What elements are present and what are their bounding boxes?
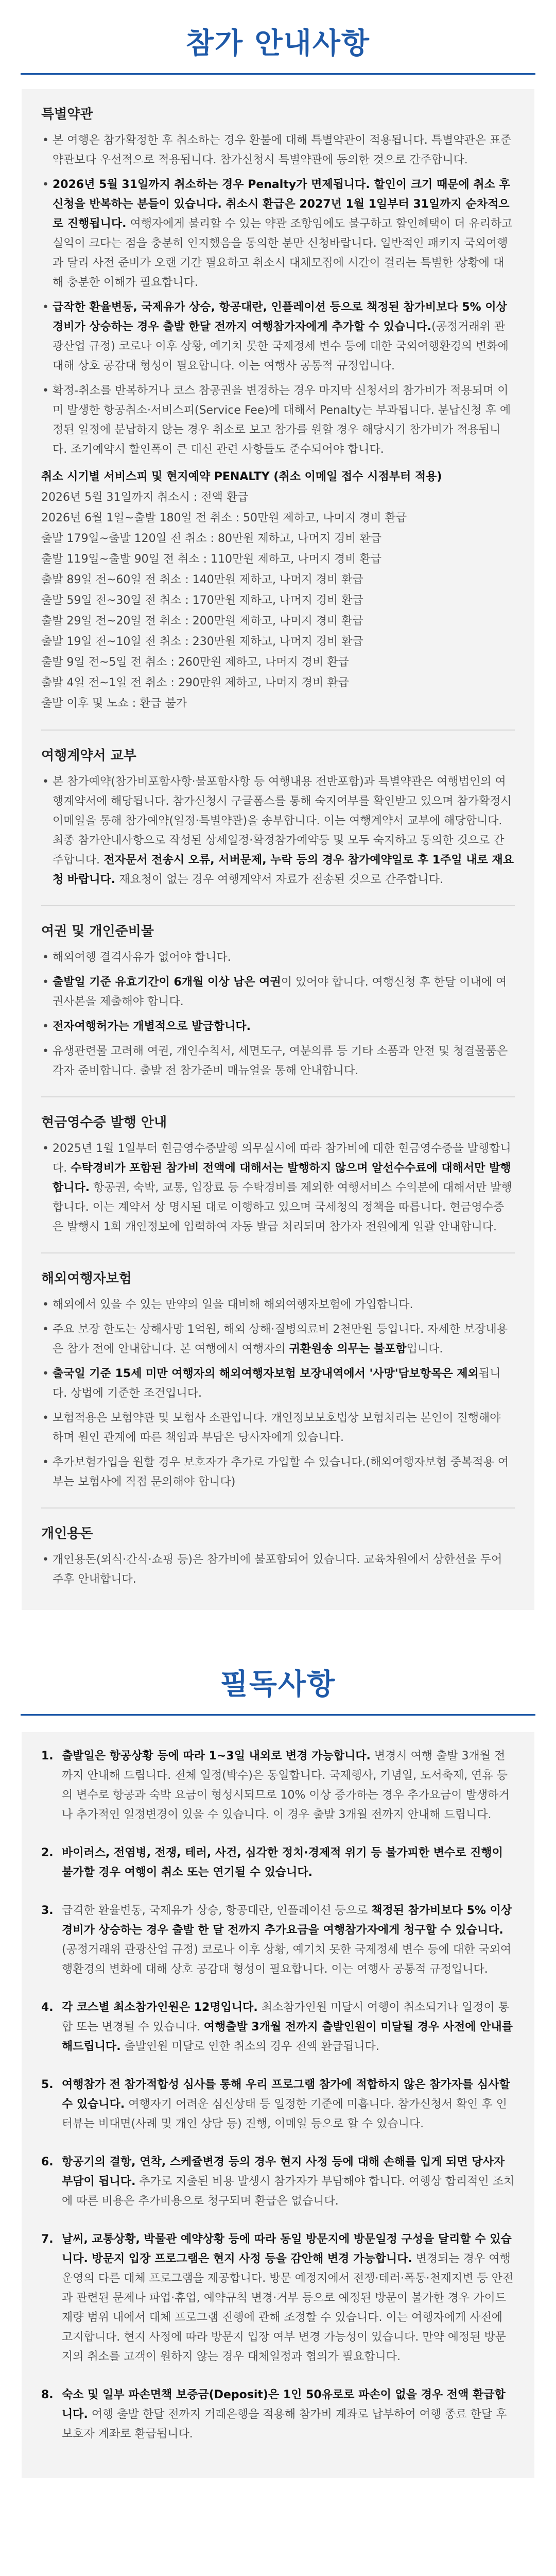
list-item xyxy=(41,1409,515,1448)
item-number: 4. xyxy=(41,2001,54,2014)
penalty-row: 2026년 6월 1일~출발 180일 전 취소 : 50만원 제하고, 나머지 경비 환급 xyxy=(41,512,407,524)
must-read-divider xyxy=(21,1714,535,1716)
list-item xyxy=(41,1295,515,1315)
list-item xyxy=(41,973,515,1012)
special-terms-heading: 특별약관 xyxy=(41,107,93,122)
list-item xyxy=(41,131,515,170)
body-text: 확정-취소를 반복하거나 코스 참공권을 변경하는 경우 마지막 신청서의 참가비가 적용되며 이미 발생한 항공취소·서비스피(Service Fee)에 대해서 Penalty는 부과됩니다. 분납신청 후 예정된 일정에 분납하지 않는 경우 취소로 보고 참가를 원할 경우 해당시기 참가비가 적용됩니다. 조기예약시 할인폭이 큰 대신 관련 사항들도 준수되어야 합니다. xyxy=(53,384,511,456)
body-text: 이 있어야 합니다. 여행신청 후 한달 이내에 여권사본을 제출해야 합니다. xyxy=(53,976,507,1008)
body-text: 됩니다. 상법에 기준한 조건입니다. xyxy=(53,1367,501,1400)
penalty-table xyxy=(41,467,515,714)
must-read-item xyxy=(41,2075,515,2134)
bold-text: 각 코스별 최소참가인원은 12명입니다. xyxy=(62,2001,258,2014)
must-read-item xyxy=(41,1998,515,2057)
penalty-row: 출발 이후 및 노쇼 : 환급 불가 xyxy=(41,697,187,710)
item-number: 3. xyxy=(41,1904,54,1917)
allowance-section xyxy=(41,1523,515,1589)
penalty-row: 출발 29일 전~20일 전 취소 : 200만원 제하고, 나머지 경비 환급 xyxy=(41,615,363,628)
bold-text: 책정된 참가비보다 5% 이상 경비가 상승하는 경우 출발 한 달 전까지 추가요금을 여행참가자에게 청구할 수 있습니다. xyxy=(62,1904,512,1937)
title-area xyxy=(0,0,556,62)
bold-text: 날씨, 교통상황, 박물관 예약상황 등에 따라 동일 방문지에 방문일정 구성을 달리할 수 있습니다. 방문지 입장 프로그램은 현지 사정 등을 감안해 변경 가능합니다. xyxy=(62,2233,512,2265)
body-text: 본 참가예약(참가비포함사항·불포함사항 등 여행내용 전반포함)과 특별약관은 여행법인의 여행계약서에 해당됩니다. 참가신청시 구글폼스를 통해 숙지여부를 확인받고 있으며 참가확정시 이메일을 통해 참가예약(일정·특별약관)을 송부합니다. 이는 여행계약서 교부에 해당합니다. 최종 참가안내사항으로 작성된 상세일정·확정참가예약등 및 모두 숙지하고 동의한 것으로 간주합니다. xyxy=(53,775,512,867)
bold-text: 2026년 5월 31일까지 취소하는 경우 Penalty가 면제됩니다. 할인이 크기 때문에 취소 후 신청을 반복하는 분들이 있습니다. 취소시 환급은 2027년 1월 1일부터 31일까지 순차적으로 진행됩니다. xyxy=(53,178,510,230)
bold-text: 출발일 기준 유효기간이 6개월 이상 남은 여권 xyxy=(53,976,281,989)
receipt-section xyxy=(41,1112,515,1237)
body-text: 여행 출발 한달 전까지 거래은행을 적용해 참가비 계좌로 납부하여 여행 종료 한달 후 보호자 계좌로 환급됩니다. xyxy=(62,2408,507,2441)
list-item xyxy=(41,175,515,293)
body-text: 재요청이 없는 경우 여행계약서 자료가 전송된 것으로 간주합니다. xyxy=(115,873,444,886)
must-read-item xyxy=(41,1843,515,1883)
penalty-heading: 취소 시기별 서비스피 및 현지예약 PENALTY (취소 이메일 접수 시점부터 적용) xyxy=(41,470,442,483)
list-item xyxy=(41,1139,515,1237)
body-text: 최소참가인원 미달시 여행이 취소되거나 일정이 통합 또는 변경될 수 있습니다. xyxy=(62,2001,509,2033)
body-text: 2025년 1월 1일부터 현금영수증발행 의무실시에 따라 참가비에 대한 현금영수증을 발행합니다. xyxy=(53,1142,511,1175)
must-read-item xyxy=(41,1901,515,1979)
body-text: 여행자기 어려운 심신상태 등 일정한 기준에 미흡니다. 참가신청서 확인 후 인터뷰는 비대면(사례 및 개인 상담 등) 진행, 이메일 등으로 할 수 있습니다. xyxy=(62,2098,508,2130)
list-item xyxy=(41,1364,515,1403)
penalty-row: 출발 4일 전~1일 전 취소 : 290만원 제하고, 나머지 경비 환급 xyxy=(41,676,349,689)
receipt-list xyxy=(41,1139,515,1237)
receipt-heading: 현금영수증 발행 안내 xyxy=(41,1115,167,1130)
special-terms-list xyxy=(41,131,515,460)
penalty-row: 출발 179일~출발 120일 전 취소 : 80만원 제하고, 나머지 경비 환급 xyxy=(41,532,382,545)
body-text: 출발인원 미달로 인한 취소의 경우 전액 환급됩니다. xyxy=(120,2040,379,2053)
item-number: 6. xyxy=(41,2156,54,2168)
must-read-item xyxy=(41,1747,515,1825)
contract-list xyxy=(41,772,515,890)
item-number: 8. xyxy=(41,2388,54,2401)
body-text: 개인용돈(외식·간식·쇼핑 등)은 참가비에 불포함되어 있습니다. 교육차원에서 상한선을 두어 주후 안내합니다. xyxy=(53,1553,502,1586)
must-read-item xyxy=(41,2230,515,2367)
body-text: 유생관련물 고려해 여권, 개인수칙서, 세면도구, 여분의류 등 기타 소품과 안전 및 청결물품은 각자 준비합니다. 출발 전 참가준비 매뉴얼을 통해 안내합니다. xyxy=(53,1045,508,1077)
item-number: 1. xyxy=(41,1750,54,1762)
body-text: 여행자에게 불리할 수 있는 약관 조항임에도 불구하고 할인혜택이 더 유리하고 실익이 크다는 점을 충분히 인지했음을 동의한 분만 신청바랍니다. 일반적인 패키지 국외여행과 달리 사전 준비가 오랜 기간 필요하고 취소시 대체모집에 시간이 걸리는 특별한 상황에 대해 충분한 이해가 필요합니다. xyxy=(53,217,513,289)
must-read-box xyxy=(22,1732,534,2478)
section-divider xyxy=(41,1507,515,1509)
must-read-title-area xyxy=(0,1610,556,1703)
body-text: 보험적용은 보험약관 및 보험사 소관입니다. 개인정보보호법상 보험처리는 본인이 진행해야 하며 원인 관계에 따른 책임과 부담은 당사자에게 있습니다. xyxy=(53,1412,501,1444)
section-divider xyxy=(41,1096,515,1097)
contract-section xyxy=(41,745,515,890)
penalty-row: 출발 89일 전~60일 전 취소 : 140만원 제하고, 나머지 경비 환급 xyxy=(41,573,363,586)
penalty-row: 출발 119일~출발 90일 전 취소 : 110만원 제하고, 나머지 경비 환급 xyxy=(41,553,382,566)
penalty-row: 출발 9일 전~5일 전 취소 : 260만원 제하고, 나머지 경비 환급 xyxy=(41,656,349,669)
body-text: 해외여행 결격사유가 없어야 합니다. xyxy=(53,951,231,964)
body-text: 해외에서 있을 수 있는 만약의 일을 대비해 해외여행자보험에 가입합니다. xyxy=(53,1298,413,1311)
insurance-list xyxy=(41,1295,515,1492)
must-read-item xyxy=(41,2153,515,2211)
list-item xyxy=(41,381,515,460)
list-item xyxy=(41,1453,515,1492)
must-read-title: 필독사항 xyxy=(220,1668,336,1701)
list-item xyxy=(41,948,515,968)
bold-text: 여행참가 전 참가적합성 심사를 통해 우리 프로그램 참가에 적합하지 않은 참가자를 심사할 수 있습니다. xyxy=(62,2078,510,2111)
bold-text: 전자여행허가는 개별적으로 발급합니다. xyxy=(53,1020,251,1033)
section-divider xyxy=(41,1252,515,1253)
insurance-heading: 해외여행자보험 xyxy=(41,1271,132,1286)
bold-text: 숙소 및 일부 파손면책 보증금(Deposit)은 1인 50유로로 파손이 없을 경우 전액 환급합니다. xyxy=(62,2388,506,2421)
special-terms-section xyxy=(41,104,515,714)
bold-text: 귀환원송 의무는 불포함 xyxy=(289,1343,407,1355)
bold-text: 여행출발 3개월 전까지 출발인원이 미달될 경우 사전에 안내를 해드립니다. xyxy=(62,2021,513,2053)
section-divider xyxy=(41,905,515,906)
passport-section xyxy=(41,921,515,1081)
list-item xyxy=(41,1550,515,1589)
list-item xyxy=(41,1320,515,1359)
body-text: 변경되는 경우 여행 운영의 다른 대체 프로그램을 제공합니다. 방문 예정지에서 전쟁·테러·폭동·천재지변 등 안전과 관련된 문제나 파업·휴업, 예약규칙 변경·거부 등으로 예정된 방문이 불가한 경우 가이드 재량 범위 내에서 대체 프로그램 진행에 관해 조정할 수 있습니다. 이는 여행자에게 사전에 고지합니다. 현지 사정에 따라 방문지 입장 여부 변경 가능성이 있습니다. 만약 예정된 방문지의 취소를 고객이 원하지 않는 경우 대체일정과 협의가 필요합니다. xyxy=(62,2252,514,2363)
body-text: 급격한 환율변동, 국제유가 상승, 항공대란, 인플레이션 등으로 xyxy=(62,1904,372,1917)
body-text: 입니다. xyxy=(406,1343,443,1355)
allowance-list xyxy=(41,1550,515,1589)
list-item xyxy=(41,298,515,376)
body-text: 본 여행은 참가확정한 후 취소하는 경우 환불에 대해 특별약관이 적용됩니다. 특별약관은 표준약관보다 우선적으로 적용됩니다. 참가신청시 특별약관에 동의한 것으로 간주합니다. xyxy=(53,134,512,166)
body-text: 변경시 여행 출발 3개월 전까지 안내해 드립니다. 전체 일정(박수)은 동일합니다. 국제행사, 기념일, 도서축제, 연휴 등의 변수로 항공과 숙박 요금이 형성시되므로 10% 이상 증가하는 경우 추가요금이 발생하거나 추가적인 일정변경이 있을 수 있습니다. 이 경우 출발 3개월 전까지 안내해 드립니다. xyxy=(62,1750,510,1821)
notice-box xyxy=(22,89,534,1610)
bold-text: 출국일 기준 15세 미만 여행자의 해외여행자보험 보장내역에서 '사망'담보항목은 제외 xyxy=(53,1367,479,1380)
passport-heading: 여권 및 개인준비물 xyxy=(41,924,154,939)
bold-text: 항공기의 결항, 연착, 스케쥴변경 등의 경우 현지 사정 등에 대해 손해를 입게 되면 당사자 부담이 됩니다. xyxy=(62,2156,505,2188)
passport-list xyxy=(41,948,515,1081)
list-item xyxy=(41,772,515,890)
body-text: 추가보험가입을 원할 경우 보호자가 추가로 가입할 수 있습니다.(해외여행자보험 중복적용 여부는 보험사에 직접 문의해야 합니다) xyxy=(53,1456,509,1488)
body-text: (공정거래위 관광산업 규정) 코로나 이후 상황, 예기치 못한 국제정세 변수 등에 대한 국외여행환경의 변화에 대해 상호 공감대 형성이 필요합니다. 이는 여행사 공통적 규정입니다. xyxy=(62,1943,512,1976)
bold-text: 출발일은 항공상황 등에 따라 1~3일 내외로 변경 가능합니다. xyxy=(62,1750,371,1762)
insurance-section xyxy=(41,1268,515,1492)
body-text: 주요 보장 한도는 상해사망 1억원, 해외 상해·질병의료비 2천만원 등입니다. 자세한 보장내용은 참가 전에 안내합니다. 본 여행에서 여행자의 xyxy=(53,1323,508,1355)
body-text: 추가로 지출된 비용 발생시 참가자가 부담해야 합니다. 여행상 합리적인 조치에 따른 비용은 추가비용으로 청구되며 환급은 없습니다. xyxy=(62,2175,515,2208)
penalty-row: 출발 59일 전~30일 전 취소 : 170만원 제하고, 나머지 경비 환급 xyxy=(41,594,363,607)
item-number: 5. xyxy=(41,2078,54,2091)
bold-text: 전자문서 전송시 오류, 서버문제, 누락 등의 경우 참가예약일로 후 1주일 내로 재요청 바랍니다. xyxy=(53,854,514,886)
contract-heading: 여행계약서 교부 xyxy=(41,748,136,764)
must-read-item xyxy=(41,2385,515,2444)
list-item xyxy=(41,1042,515,1081)
bold-text: 바이러스, 전염병, 전쟁, 테러, 사건, 심각한 정치·경제적 위기 등 불가피한 변수로 진행이 불가할 경우 여행이 취소 또는 연기될 수 있습니다. xyxy=(62,1846,503,1879)
penalty-row: 출발 19일 전~10일 전 취소 : 230만원 제하고, 나머지 경비 환급 xyxy=(41,635,363,648)
must-read-list xyxy=(41,1747,515,2444)
bold-text: 수탁경비가 포함된 참가비 전액에 대해서는 발행하지 않으며 알선수수료에 대해서만 발행합니다. xyxy=(53,1162,511,1194)
penalty-rows xyxy=(41,487,515,714)
title-divider xyxy=(21,73,535,75)
page-title: 참가 안내사항 xyxy=(185,27,371,60)
section-divider xyxy=(41,730,515,731)
body-text: 항공권, 숙박, 교통, 입장료 등 수탁경비를 제외한 여행서비스 수익분에 대해서만 발행합니다. 이는 계약서 상 명시된 대로 이행하고 있으며 국세청의 정책을 따릅니다. 현금영수증은 발행시 1회 개인정보에 입력하여 자동 발급 처리되며 참가자 전원에게 일괄 안내합니다. xyxy=(53,1181,512,1233)
list-item xyxy=(41,1017,515,1037)
bold-text: 급작한 환율변동, 국제유가 상승, 항공대란, 인플레이션 등으로 책정된 참가비보다 5% 이상 경비가 상승하는 경우 출발 한달 전까지 여행참가자에게 추가할 수 있습니다. xyxy=(53,301,507,333)
penalty-row: 2026년 5월 31일까지 취소시 : 전액 환급 xyxy=(41,491,249,504)
item-number: 2. xyxy=(41,1846,54,1859)
body-text: (공정거래위 관광산업 규정) 코로나 이후 상황, 예기치 못한 국제정세 변수 등에 대한 국외여행환경의 변화에 대해 상호 공감대 형성이 필요합니다. 이는 여행사 공통적 규정입니다. xyxy=(53,320,509,372)
allowance-heading: 개인용돈 xyxy=(41,1526,93,1541)
item-number: 7. xyxy=(41,2233,54,2246)
